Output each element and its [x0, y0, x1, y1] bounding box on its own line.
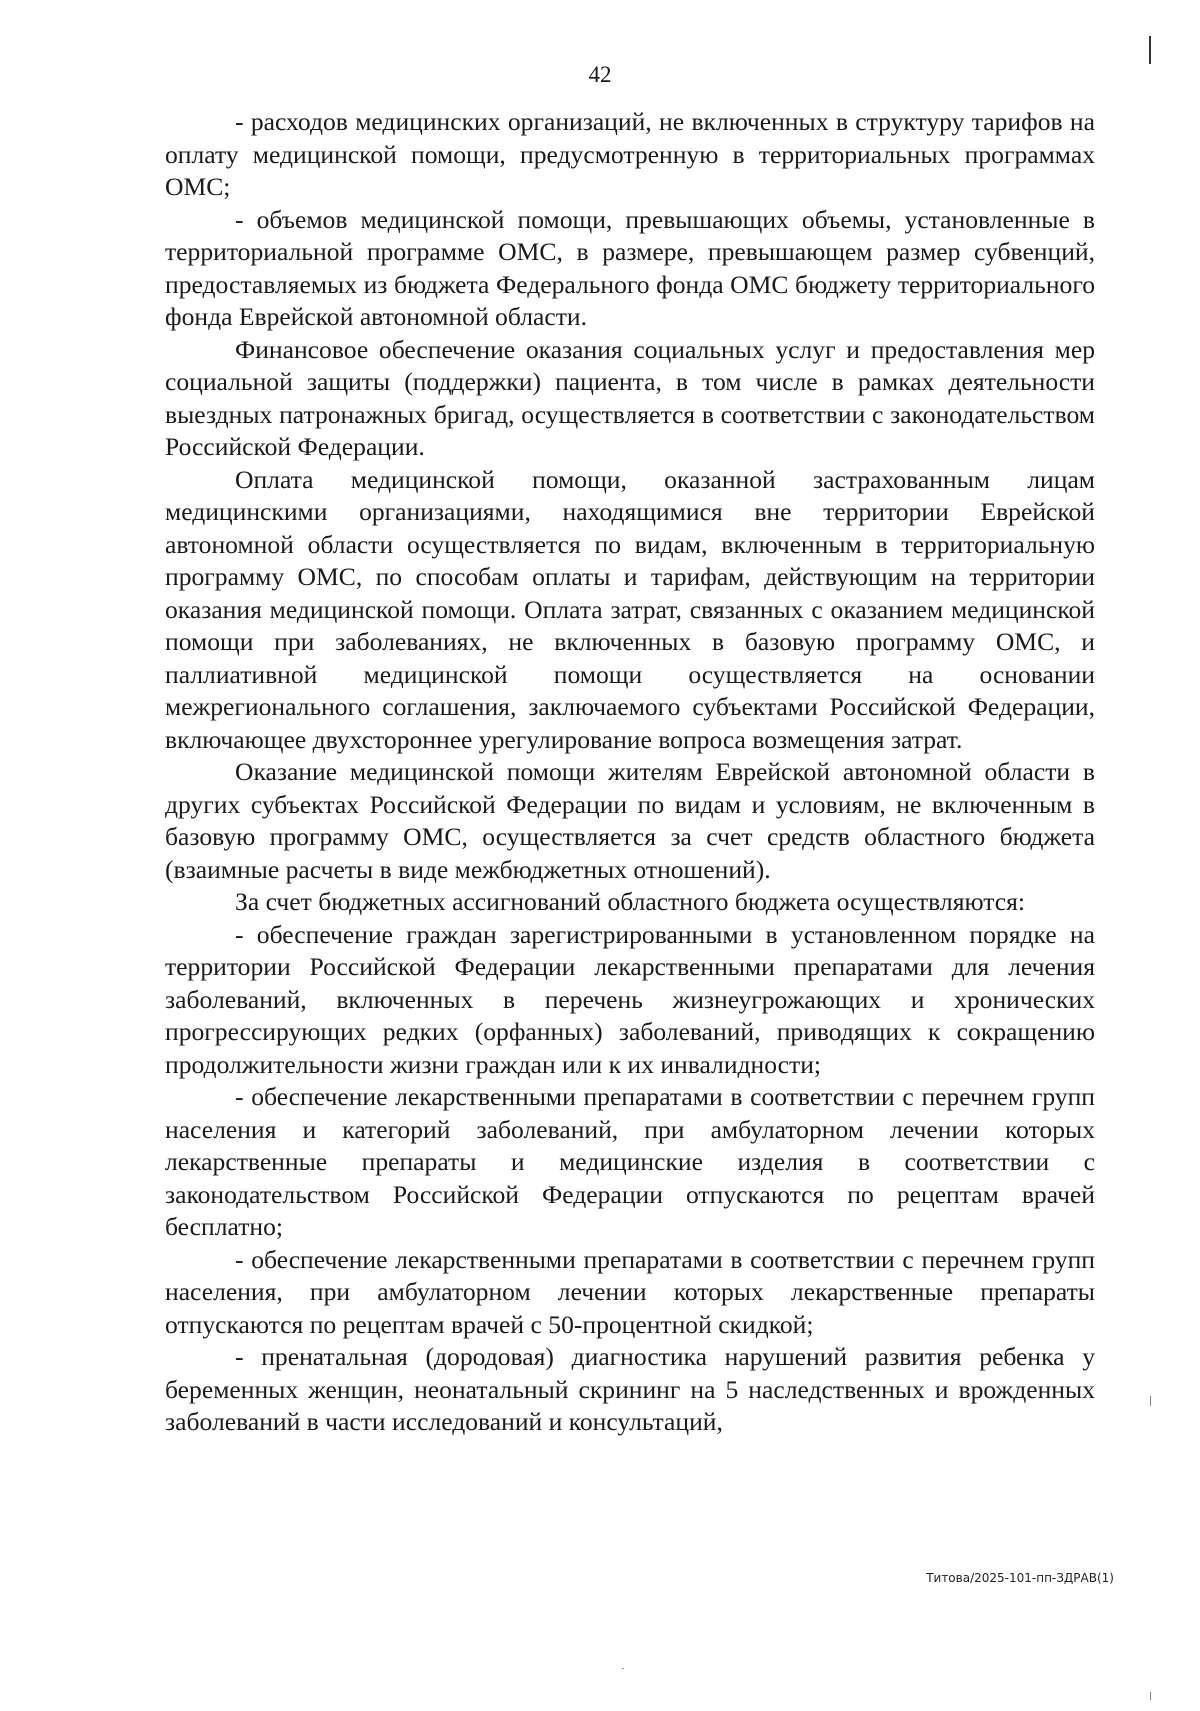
document-code: Титова/2025-101-пп-ЗДРАВ(1): [926, 1571, 1114, 1585]
paragraph: - пренатальная (дородовая) диагностика нарушений развития ребенка у беременных женщин, неонатальный скрининг на 5 наследственных и врожденных заболеваний в части исследований и консультаций,: [165, 1342, 1095, 1436]
paragraph: - обеспечение лекарственными препаратами в соответствии с перечнем групп населения и категорий заболеваний, при амбулаторном лечении которых лекарственные препараты и медицинские изделия в соответствии с законодательством Российской Федерации отпускаются по рецептам врачей бесплатно;: [165, 1082, 1095, 1241]
scan-artifact-line: [1150, 1692, 1151, 1700]
paragraph: - обеспечение граждан зарегистрированными в установленном порядке на территории Российской Федерации лекарственными препаратами для лечения заболеваний, включенных в перечень жизнеугрожающих и хронических прогрессирующих редких (орфанных) заболеваний, приводящих к сокращению продолжительности жизни граждан или к их инвалидности;: [165, 919, 1095, 1079]
scan-artifact-line: [1150, 1396, 1151, 1406]
paragraph: - обеспечение лекарственными препаратами в соответствии с перечнем групп населения, при амбулаторном лечении которых лекарственные препараты отпускаются по рецептам врачей с 50-процентной скидкой;: [165, 1244, 1095, 1339]
scan-artifact-dot: [622, 1668, 624, 1669]
paragraph: Оказание медицинской помощи жителям Еврейской автономной области в других субъектах Российской Федерации по видам и условиям, не включенным в базовую программу ОМС, осуществляется за счет средств областного бюджета (взаимные расчеты в виде межбюджетных отношений).: [165, 757, 1095, 884]
paragraph: Финансовое обеспечение оказания социальных услуг и предоставления мер социальной защиты (поддержки) пациента, в том числе в рамках деятельности выездных патронажных бригад, осуществляется в соответствии с законодательством Российской Федерации.: [165, 334, 1095, 461]
paragraph: - объемов медицинской помощи, превышающих объемы, установленные в территориальной программе ОМС, в размере, превышающем размер субвенций, предоставляемых из бюджета Федерального фонда ОМС бюджету территориального фонда Еврейской автономной области.: [165, 204, 1095, 331]
document-body: [165, 106, 1095, 1439]
paragraph: За счет бюджетных ассигнований областного бюджета осуществляются:: [235, 887, 1025, 916]
paragraph: Оплата медицинской помощи, оказанной застрахованным лицам медицинскими организациями, находящимися вне территории Еврейской автономной области осуществляется по видам, включенным в территориальную программу ОМС, по способам оплаты и тарифам, действующим на территории оказания медицинской помощи. Оплата затрат, связанных с оказанием медицинской помощи при заболеваниях, не включенных в базовую программу ОМС, и паллиативной медицинской помощи осуществляется на основании межрегионального соглашения, заключаемого субъектами Российской Федерации, включающее двухстороннее урегулирование вопроса возмещения затрат.: [165, 464, 1095, 754]
page-number: 42: [588, 62, 612, 87]
paragraph: - расходов медицинских организаций, не включенных в структуру тарифов на оплату медицинской помощи, предусмотренную в территориальных программах ОМС;: [165, 107, 1095, 201]
